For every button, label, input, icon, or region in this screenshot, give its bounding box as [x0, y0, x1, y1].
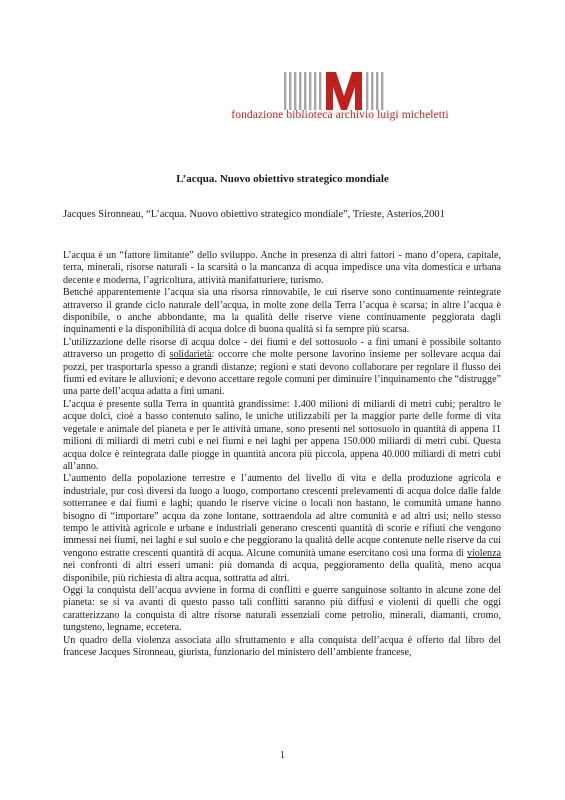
- paragraph-3-text-a: L’utilizzazione delle risorse di acqua dolce - dei fiumi e del sottosuolo - a fini umani è possibile soltanto attraverso un progetto di: [63, 336, 501, 361]
- bibliographic-citation: Jacques Sironneau, “L’acqua. Nuovo obiettivo strategico mondiale”, Trieste, Asterios,2001: [63, 209, 445, 220]
- foundation-logo: [170, 70, 510, 130]
- paragraph-1: L’acqua è un “fattore limitante” dello sviluppo. Anche in presenza di altri fattori - mano d’opera, capitale, terra, minerali, risorse naturali - la scarsità o la mancanza di acqua impedisce una vita domestica e urbana decente e moderna, l’agricoltura, attività manifatturiere, turismo.: [63, 250, 501, 286]
- logo-text: fondazione biblioteca archivio luigi micheletti: [231, 109, 449, 121]
- paragraph-4: L’acqua è presente sulla Terra in quantità grandissime: 1.400 milioni di miliardi di metri cubi; peraltro le acque dolci, cioè a basso contenuto salino, le uniche utilizzabili per la maggior parte delle forme di vita vegetale e animale del pianeta e per le attività umane, sono presenti nel sottosuolo in quantità di appena 11 milioni di miliardi di metri cubi e nei fiumi e nei laghi per appena 150.000 miliardi di metri cubi. Questa acqua dolce è reintegrata dalle piogge in quantità ancora più piccola, appena 40.000 miliardi di metri cubi all’anno.: [63, 398, 501, 472]
- paragraph-3: [63, 337, 501, 399]
- paragraph-5-text-a: L’aumento della popolazione terrestre e l’aumento del livello di vita e della produzione agricola e industriale, pur così diversi da luogo a luogo, comportano crescenti prelevamenti di acqua dolce dalle falde sotterranee e dai fiumi e laghi; quando le riserve vicine o locali non bastano, le comunità umane hanno bisogno di “importare” acqua da zone lontane, sottraendola ad altre comunità e ad altri usi; nello stesso tempo le attività agricole e urbane e industriali generano crescenti quantità di scorie e rifiuti che vengono immessi nei fiumi, nei laghi e sul suolo e che peggiorano la qualità delle acque contenute nelle riserve da cui vengono estratte crescenti quantità di acqua. Alcune comunità umane esercitano così una forma di: [63, 473, 501, 559]
- body-text: [63, 250, 501, 659]
- paragraph-6: Oggi la conquista dell’acqua avviene in forma di conflitti e guerre sanguinose soltanto in alcune zone del pianeta: se si va avanti di questo passo tali conflitti saranno più diffusi e violenti di quelli che oggi caratterizzano la conquista di altre risorse naturali essenziali come petrolio, minerali, diamanti, cromo, tungsteno, legname, eccetera.: [63, 584, 501, 634]
- paragraph-7: Un quadro della violenza associata allo sfruttamento e alla conquista dell’acqua è offerto dal libro del francese Jacques Sironneau, giurista, funzionario del ministero dell’ambiente francese,: [63, 634, 501, 658]
- underlined-term-violenza: violenza: [466, 547, 501, 559]
- paragraph-5-text-b: nei confronti di altri esseri umani: più domanda di acqua, peggioramento della qualità, meno acqua disponibile, più richiesta di altra acqua, sottratta ad altri.: [63, 560, 501, 584]
- document-title: L’acqua. Nuovo obiettivo strategico mondiale: [176, 173, 389, 185]
- paragraph-5: [63, 473, 501, 585]
- underlined-term-solidarieta: solidarietà: [169, 349, 212, 361]
- logo-mark-m: [284, 70, 384, 110]
- paragraph-3-text-b: : occorre che molte persone lavorino insieme per sollevare acqua dai pozzi, per trasportarla spesso a grandi distanze; regioni e stati devono collaborare per regolare il flusso dei fiumi ed evitare le alluvioni; e devono accettare regole comuni per diminuire l’inquinamento che “distrugge” una parte dell’acqua adatta a fini umani.: [63, 349, 501, 398]
- paragraph-2: Benché apparentemente l’acqua sia una risorsa rinnovabile, le cui riserve sono continuamente reintegrate attraverso il grande ciclo naturale dell’acqua, in molte zone della Terra l’acqua è scarsa; in altre l’acqua è disponibile, o anche abbondante, ma la qualità delle riserve viene continuamente peggiorata dagli inquinamenti e la disponibilità di acqua dolce di buona qualità si fa sempre più scarsa.: [63, 287, 501, 336]
- page-number: 1: [280, 750, 285, 761]
